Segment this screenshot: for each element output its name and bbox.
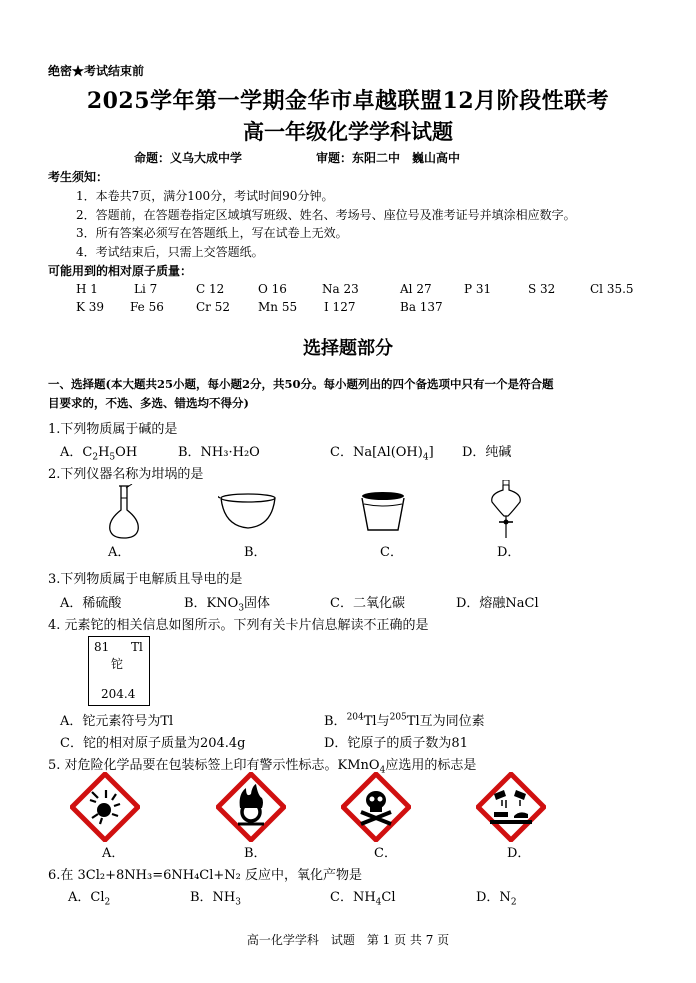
page-footer: 高一化学学科 试题 第 1 页 共 7 页 — [246, 933, 450, 947]
atomic-mass: C 12 — [196, 282, 225, 296]
q6-option-c: C．$NH_4Cl$ — [330, 890, 396, 908]
confidential-label: 绝密★考试结束前 — [48, 64, 145, 78]
q2-label-a: A． — [108, 545, 131, 560]
separatory-funnel-figure — [486, 480, 526, 540]
q5-label-b: B． — [244, 846, 267, 861]
q3-option-d: D．熔融NaCl — [456, 596, 539, 611]
part1-instructions-cont: 目要求的，不选、多选、错选均不得分) — [48, 396, 249, 410]
atomic-mass: Li 7 — [134, 282, 158, 296]
oxidizer-hazard-icon — [216, 772, 286, 842]
q6-option-b: B．$NH_3$ — [190, 890, 241, 908]
atomic-mass-heading: 可能用到的相对原子质量： — [48, 264, 193, 278]
q1-option-c: C．$Na[Al(OH)_4]$ — [330, 445, 434, 463]
atomic-mass: Al 27 — [400, 282, 432, 296]
note-item: 3．所有答案必须写在答题纸上，写在试卷上无效。 — [76, 226, 348, 240]
q5-label-c: C． — [374, 846, 397, 861]
atomic-mass: H 1 — [76, 282, 98, 296]
q1-option-d: D．纯碱 — [462, 445, 512, 460]
q2-label-c: C． — [380, 545, 403, 560]
q4-option-b: B．$^{204}$Tl与$^{205}$Tl互为同位素 — [324, 712, 485, 729]
q3-option-a: A．稀硫酸 — [60, 596, 122, 611]
atomic-mass: I 127 — [324, 300, 356, 314]
q4-option-d: D．铊原子的质子数为81 — [324, 736, 468, 751]
atomic-mass: Mn 55 — [258, 300, 298, 314]
q4-option-a: A．铊元素符号为Tl — [60, 714, 174, 729]
question-3-stem: 3.下列物质属于电解质且导电的是 — [48, 572, 243, 587]
question-2-stem: 2.下列仪器名称为坩埚的是 — [48, 467, 204, 482]
element-card-symbol: Tl — [131, 640, 143, 654]
q6-option-a: A．$Cl_2$ — [68, 890, 111, 908]
volumetric-flask-figure — [104, 484, 144, 540]
q6-option-d: D．$N_2$ — [476, 890, 517, 908]
explosive-hazard-icon — [70, 772, 140, 842]
element-card — [88, 636, 150, 706]
question-1-stem: 1.下列物质属于碱的是 — [48, 422, 178, 437]
atomic-mass: S 32 — [528, 282, 556, 296]
exam-subtitle: 高一年级化学学科试题 — [243, 119, 453, 144]
q2-label-d: D． — [497, 545, 521, 560]
note-item: 2．答题前，在答题卷指定区域填写班级、姓名、考场号、座位号及准考证号并填涂相应数字。 — [76, 208, 576, 222]
section-title: 选择题部分 — [303, 338, 393, 359]
corrosive-hazard-icon — [476, 772, 546, 842]
exam-title: 2025学年第一学期金华市卓越联盟12月阶段性联考 — [86, 88, 610, 114]
q5-label-d: D． — [507, 846, 531, 861]
question-5-stem: 5. 对危险化学品要在包装标签上印有警示性标志。KMnO$_4$应选用的标志是 — [48, 758, 477, 776]
atomic-mass: P 31 — [464, 282, 492, 296]
atomic-mass: Na 23 — [322, 282, 359, 296]
note-item: 4．考试结束后，只需上交答题纸。 — [76, 245, 264, 259]
part1-instructions: 一、选择题(本大题共25小题，每小题2分，共50分。每小题列出的四个备选项中只有一个是符合题 — [48, 377, 554, 391]
q5-label-a: A． — [102, 846, 125, 861]
question-6-stem: 6.在 3Cl₂+8NH₃=6NH₄Cl+N₂ 反应中，氧化产物是 — [48, 868, 363, 883]
question-4-stem: 4. 元素铊的相关信息如图所示。下列有关卡片信息解读不正确的是 — [48, 618, 429, 633]
proposer: 命题：义乌大成中学 — [134, 151, 243, 165]
atomic-mass: O 16 — [258, 282, 287, 296]
atomic-mass: Cl 35.5 — [590, 282, 634, 296]
reviewer: 审题：东阳二中 巍山高中 — [316, 151, 461, 165]
atomic-mass: Cr 52 — [196, 300, 231, 314]
note-item: 1．本卷共7页，满分100分，考试时间90分钟。 — [76, 189, 334, 203]
q3-option-b: B．$KNO_3$固体 — [184, 596, 271, 614]
toxic-skull-hazard-icon — [341, 772, 411, 842]
q1-option-b: B．NH₃·H₂O — [178, 445, 260, 460]
q4-option-c: C．铊的相对原子质量为204.4g — [60, 736, 246, 751]
evaporating-dish-figure — [218, 492, 278, 534]
q3-option-c: C．二氧化碳 — [330, 596, 405, 611]
q2-label-b: B． — [244, 545, 267, 560]
atomic-mass: Fe 56 — [130, 300, 164, 314]
element-card-mass: 204.4 — [101, 687, 136, 701]
element-card-number: 81 — [94, 640, 110, 654]
atomic-mass: K 39 — [76, 300, 105, 314]
crucible-figure — [358, 490, 408, 534]
q1-option-a: A．$C_2H_5OH$ — [60, 445, 138, 463]
atomic-mass: Ba 137 — [400, 300, 443, 314]
element-card-name: 铊 — [111, 657, 124, 671]
notes-heading: 考生须知： — [48, 170, 109, 184]
